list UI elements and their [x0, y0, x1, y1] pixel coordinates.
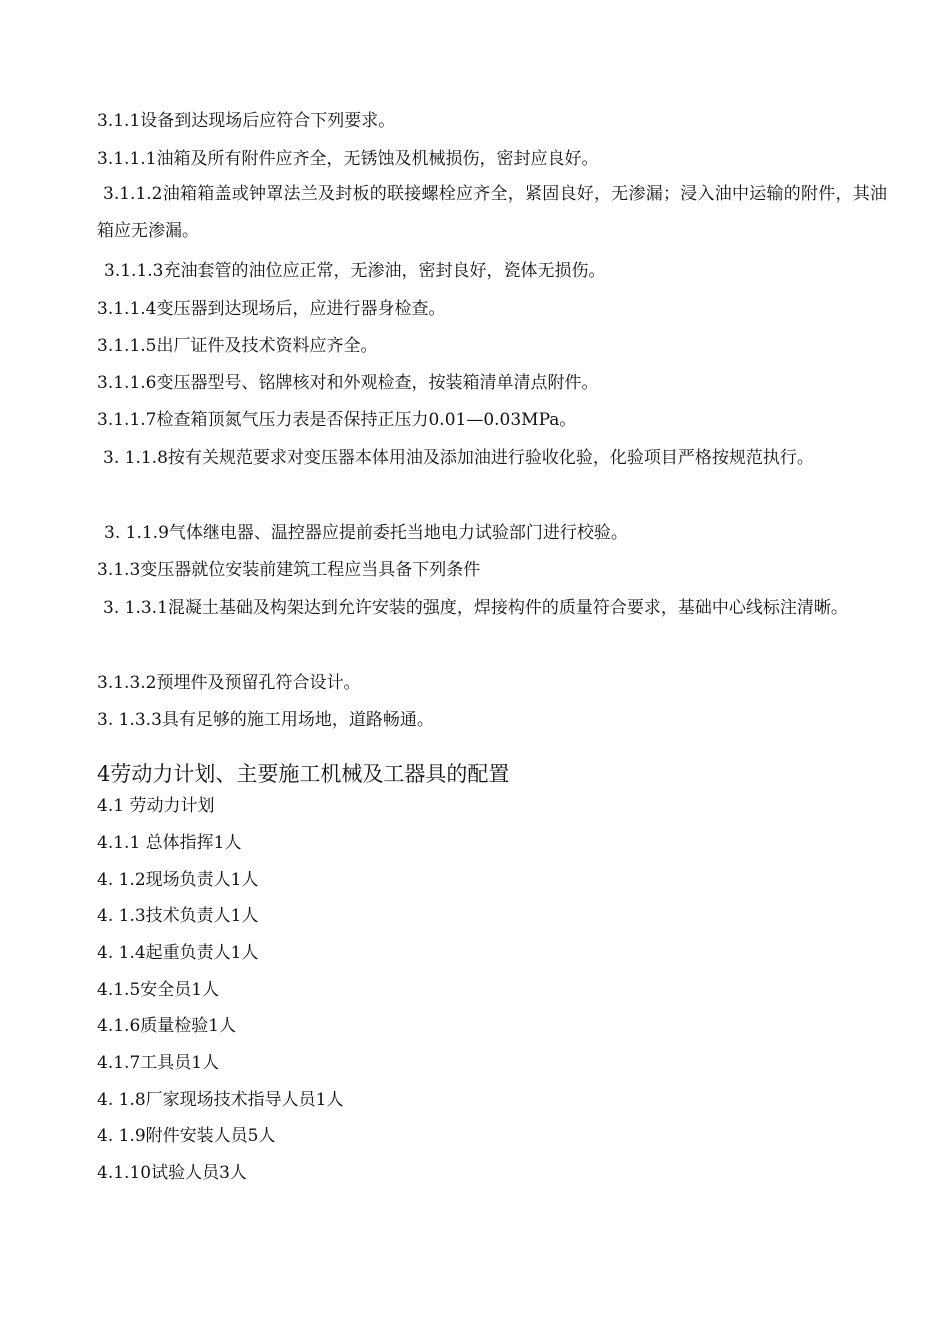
list-item: 4.1.6质量检验1人 [97, 1016, 237, 1036]
paragraph-3-1-1-8-text: 3. 1.1.8按有关规范要求对变压器本体用油及添加油进行验收化验，化验项目严格按规范执行。 [103, 448, 814, 468]
paragraph-3-1-1-6: 3.1.1.6变压器型号、铭牌核对和外观检查，按装箱清单清点附件。 [97, 373, 599, 393]
paragraph-3-1-1: 3.1.1设备到达现场后应符合下列要求。 [97, 111, 396, 131]
list-item: 4. 1.9附件安装人员5人 [97, 1126, 276, 1146]
list-item: 4.1.7工具员1人 [97, 1053, 220, 1073]
list-item: 4. 1.2现场负责人1人 [97, 870, 259, 890]
paragraph-3-1-1-3: 3.1.1.3充油套管的油位应正常，无渗油，密封良好，瓷体无损伤。 [104, 261, 606, 281]
paragraph-3-1-1-5: 3.1.1.5出厂证件及技术资料应齐全。 [97, 336, 378, 356]
paragraph-3-1-3-1 [97, 590, 887, 627]
paragraph-3-1-1-7: 3.1.1.7检查箱顶氮气压力表是否保持正压力0.01—0.03MPa。 [97, 410, 577, 430]
list-item: 4. 1.8厂家现场技术指导人员1人 [97, 1090, 344, 1110]
paragraph-3-1-1-9: 3. 1.1.9气体继电器、温控器应提前委托当地电力试验部门进行校验。 [104, 523, 628, 543]
paragraph-3-1-3-2: 3.1.3.2预埋件及预留孔符合设计。 [97, 673, 361, 693]
paragraph-3-1-1-8 [97, 440, 887, 477]
list-item: 4.1.10试验人员3人 [97, 1163, 247, 1183]
list-item: 4.1.5安全员1人 [97, 980, 220, 1000]
paragraph-3-1-3-3: 3. 1.3.3具有足够的施工用场地，道路畅通。 [97, 710, 434, 730]
paragraph-3-1-1-2-text: 3.1.1.2油箱箱盖或钟罩法兰及封板的联接螺栓应齐全，紧固良好，无渗漏；浸入油中运输的附件，其油箱应无渗漏。 [97, 184, 887, 241]
paragraph-3-1-3-1-text: 3. 1.3.1混凝土基础及构架达到允许安装的强度，焊接构件的质量符合要求，基础中心线标注清晰。 [103, 598, 848, 618]
section-4-1-subheading: 4.1 劳动力计划 [97, 796, 215, 816]
section-4-heading: 4劳动力计划、主要施工机械及工器具的配置 [97, 762, 510, 786]
paragraph-3-1-1-4: 3.1.1.4变压器到达现场后，应进行器身检查。 [97, 299, 446, 319]
list-item: 4. 1.3技术负责人1人 [97, 906, 259, 926]
paragraph-3-1-1-2 [97, 176, 887, 250]
list-item: 4. 1.4起重负责人1人 [97, 943, 259, 963]
paragraph-3-1-1-1: 3.1.1.1油箱及所有附件应齐全，无锈蚀及机械损伤，密封应良好。 [97, 149, 599, 169]
paragraph-3-1-3: 3.1.3变压器就位安装前建筑工程应当具备下列条件 [97, 560, 481, 580]
list-item: 4.1.1 总体指挥1人 [97, 833, 242, 853]
